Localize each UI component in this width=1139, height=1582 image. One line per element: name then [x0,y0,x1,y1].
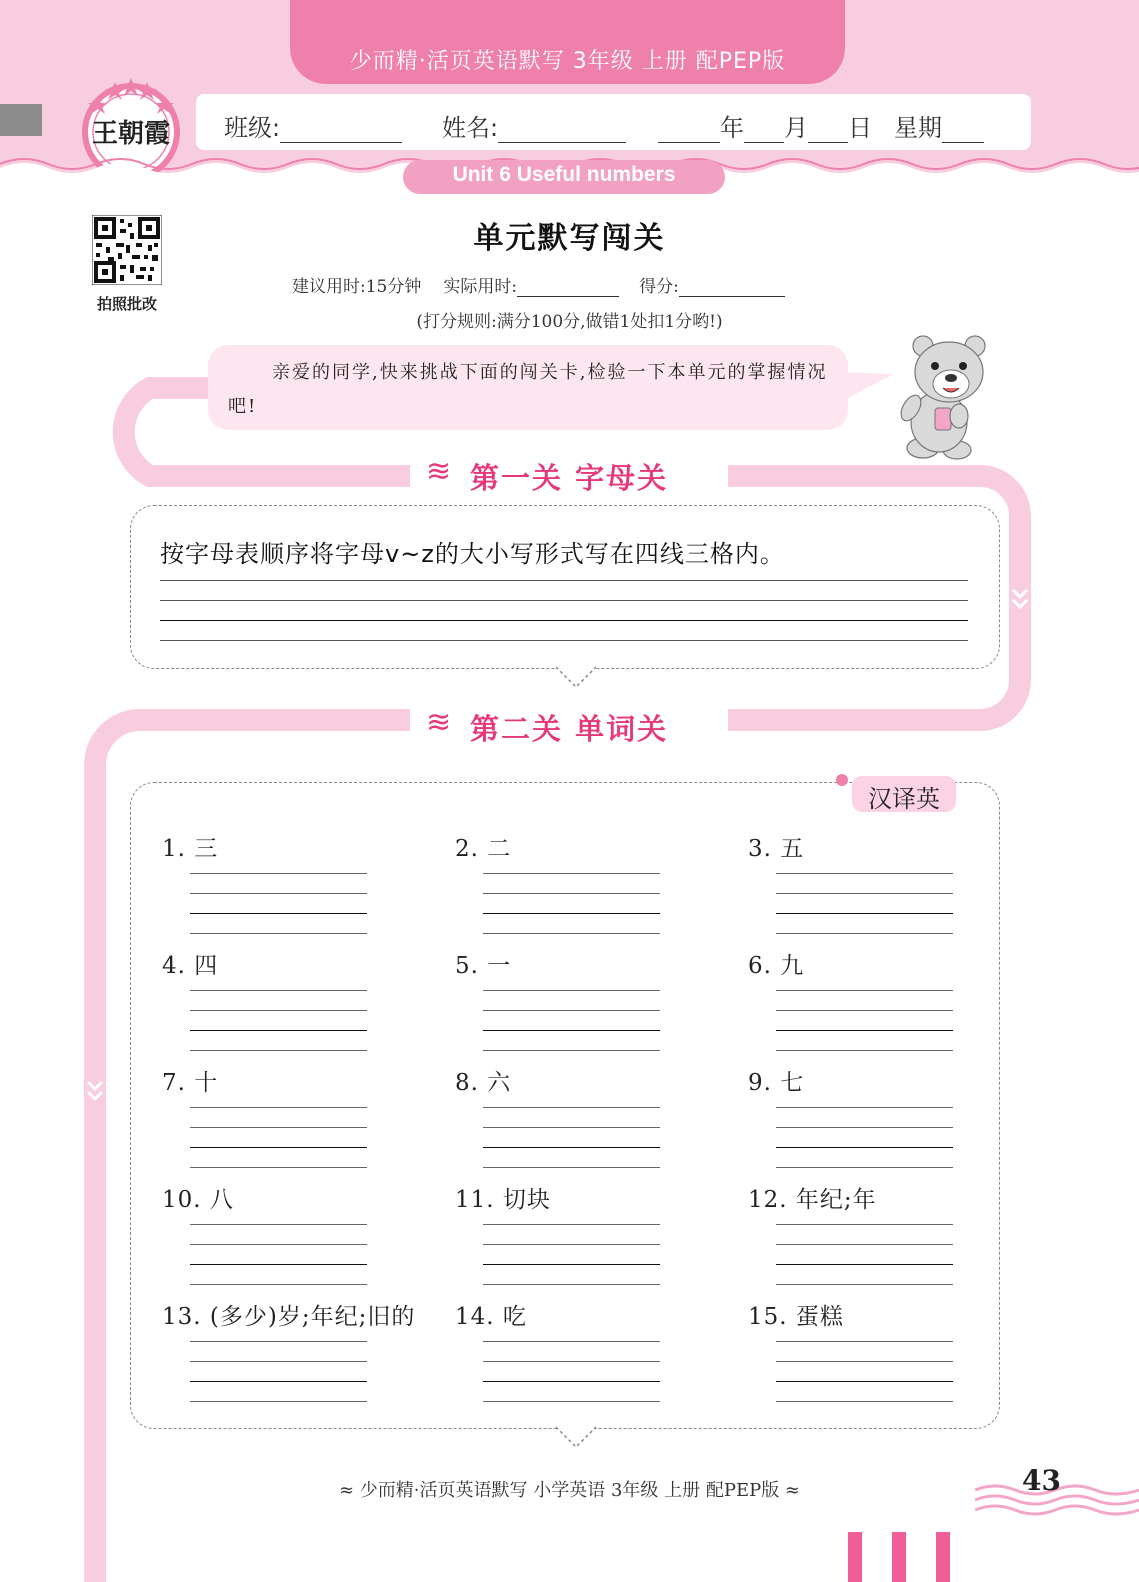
word-item [455,1298,735,1421]
item-chinese: 二 [487,836,512,862]
tag-dot [836,774,848,786]
wave-icon: ≋ [426,705,452,740]
word-prompt [455,1181,735,1214]
level1-instruction: 按字母表顺序将字母v~z的大小写形式写在四线三格内。 [160,540,785,568]
item-chinese: 切块 [502,1187,551,1213]
answer-lines[interactable] [776,990,953,1070]
item-chinese: 吃 [502,1304,527,1330]
item-chinese: 三 [194,836,219,862]
word-prompt [162,1298,442,1331]
bear-mascot-icon [893,330,993,470]
word-item [748,947,1028,1070]
answer-lines[interactable] [190,990,367,1070]
answer-lines[interactable] [776,1107,953,1187]
unit-title: Unit 6 Useful numbers [452,163,676,186]
word-item [162,1298,442,1421]
item-number: 1. [162,836,186,862]
box-notch [556,1425,596,1451]
item-number: 12. [748,1187,788,1213]
item-chinese: 六 [487,1070,512,1096]
item-number: 2. [455,836,479,862]
item-number: 10. [162,1187,202,1213]
item-number: 14. [455,1304,495,1330]
answer-lines[interactable] [776,873,953,953]
series-title: 少而精·活页英语默写 3年级 上册 配PEP版 [349,49,786,74]
item-chinese: 八 [209,1187,234,1213]
item-chinese: (多少)岁;年纪;旧的 [209,1304,416,1330]
weekday-label: 星期 [894,114,942,142]
item-number: 3. [748,836,772,862]
scoring-rule: (打分规则:满分100分,做错1处扣1分哟!) [416,312,723,332]
word-item [162,1064,442,1187]
suggested-time: 建议用时:15分钟 [292,277,422,297]
wave-icon: ≋ [426,454,452,489]
page-title: 单元默写闯关 [473,221,666,256]
word-item [455,1181,735,1304]
item-chinese: 七 [780,1070,805,1096]
word-item [748,1298,1028,1421]
item-chinese: 年纪;年 [795,1187,877,1213]
item-number: 13. [162,1304,202,1330]
item-chinese: 四 [194,953,219,979]
bubble-tail [840,368,894,408]
item-number: 7. [162,1070,186,1096]
word-prompt [162,947,442,980]
score-label: 得分: [639,277,679,297]
item-number: 15. [748,1304,788,1330]
word-prompt [748,1298,1028,1331]
item-number: 8. [455,1070,479,1096]
year-label: 年 [720,114,744,142]
word-item [455,947,735,1070]
class-label: 班级: [224,114,281,142]
four-line-grid[interactable] [160,580,968,660]
answer-lines[interactable] [190,873,367,953]
word-item [455,830,735,953]
word-item [748,1064,1028,1187]
answer-lines[interactable] [190,1224,367,1304]
answer-lines[interactable] [483,873,660,953]
page-number: 43 [1022,1464,1061,1497]
translate-tag-label: 汉译英 [868,785,940,813]
level2-title: 第二关 单词关 [470,712,669,746]
item-chinese: 十 [194,1070,219,1096]
month-label: 月 [784,114,808,142]
answer-lines[interactable] [483,990,660,1070]
word-prompt [162,830,442,863]
word-item [162,947,442,1070]
word-prompt [748,830,1028,863]
bubble-text: 亲爱的同学,快来挑战下面的闯关卡,检验一下本单元的掌握情况吧! [228,362,828,417]
answer-lines[interactable] [483,1107,660,1187]
word-prompt [748,1181,1028,1214]
word-prompt [455,1064,735,1097]
answer-lines[interactable] [483,1341,660,1421]
qr-label: 拍照批改 [96,295,157,313]
word-item [748,830,1028,953]
logo-text: 王朝霞 [91,119,171,149]
word-prompt [455,947,735,980]
item-number: 6. [748,953,772,979]
word-prompt [748,947,1028,980]
answer-lines[interactable] [776,1341,953,1421]
word-prompt [162,1064,442,1097]
box-notch [556,665,596,691]
word-prompt [455,1298,735,1331]
item-chinese: 蛋糕 [795,1304,844,1330]
word-item [748,1181,1028,1304]
day-label: 日 [848,114,872,142]
item-number: 9. [748,1070,772,1096]
item-chinese: 一 [487,953,512,979]
word-prompt [162,1181,442,1214]
item-chinese: 五 [780,836,805,862]
word-prompt [748,1064,1028,1097]
word-prompt [455,830,735,863]
answer-lines[interactable] [776,1224,953,1304]
item-number: 5. [455,953,479,979]
name-label: 姓名: [442,114,499,142]
word-item [455,1064,735,1187]
answer-lines[interactable] [190,1341,367,1421]
level1-title: 第一关 字母关 [470,461,669,495]
word-item [162,830,442,953]
item-chinese: 九 [780,953,805,979]
actual-time-label: 实际用时: [443,277,518,297]
answer-lines[interactable] [483,1224,660,1304]
item-number: 11. [455,1187,495,1213]
answer-lines[interactable] [190,1107,367,1187]
word-item [162,1181,442,1304]
footer-text: ≈ 少而精·活页英语默写 小学英语 3年级 上册 配PEP版 ≈ [338,1480,801,1501]
item-number: 4. [162,953,186,979]
